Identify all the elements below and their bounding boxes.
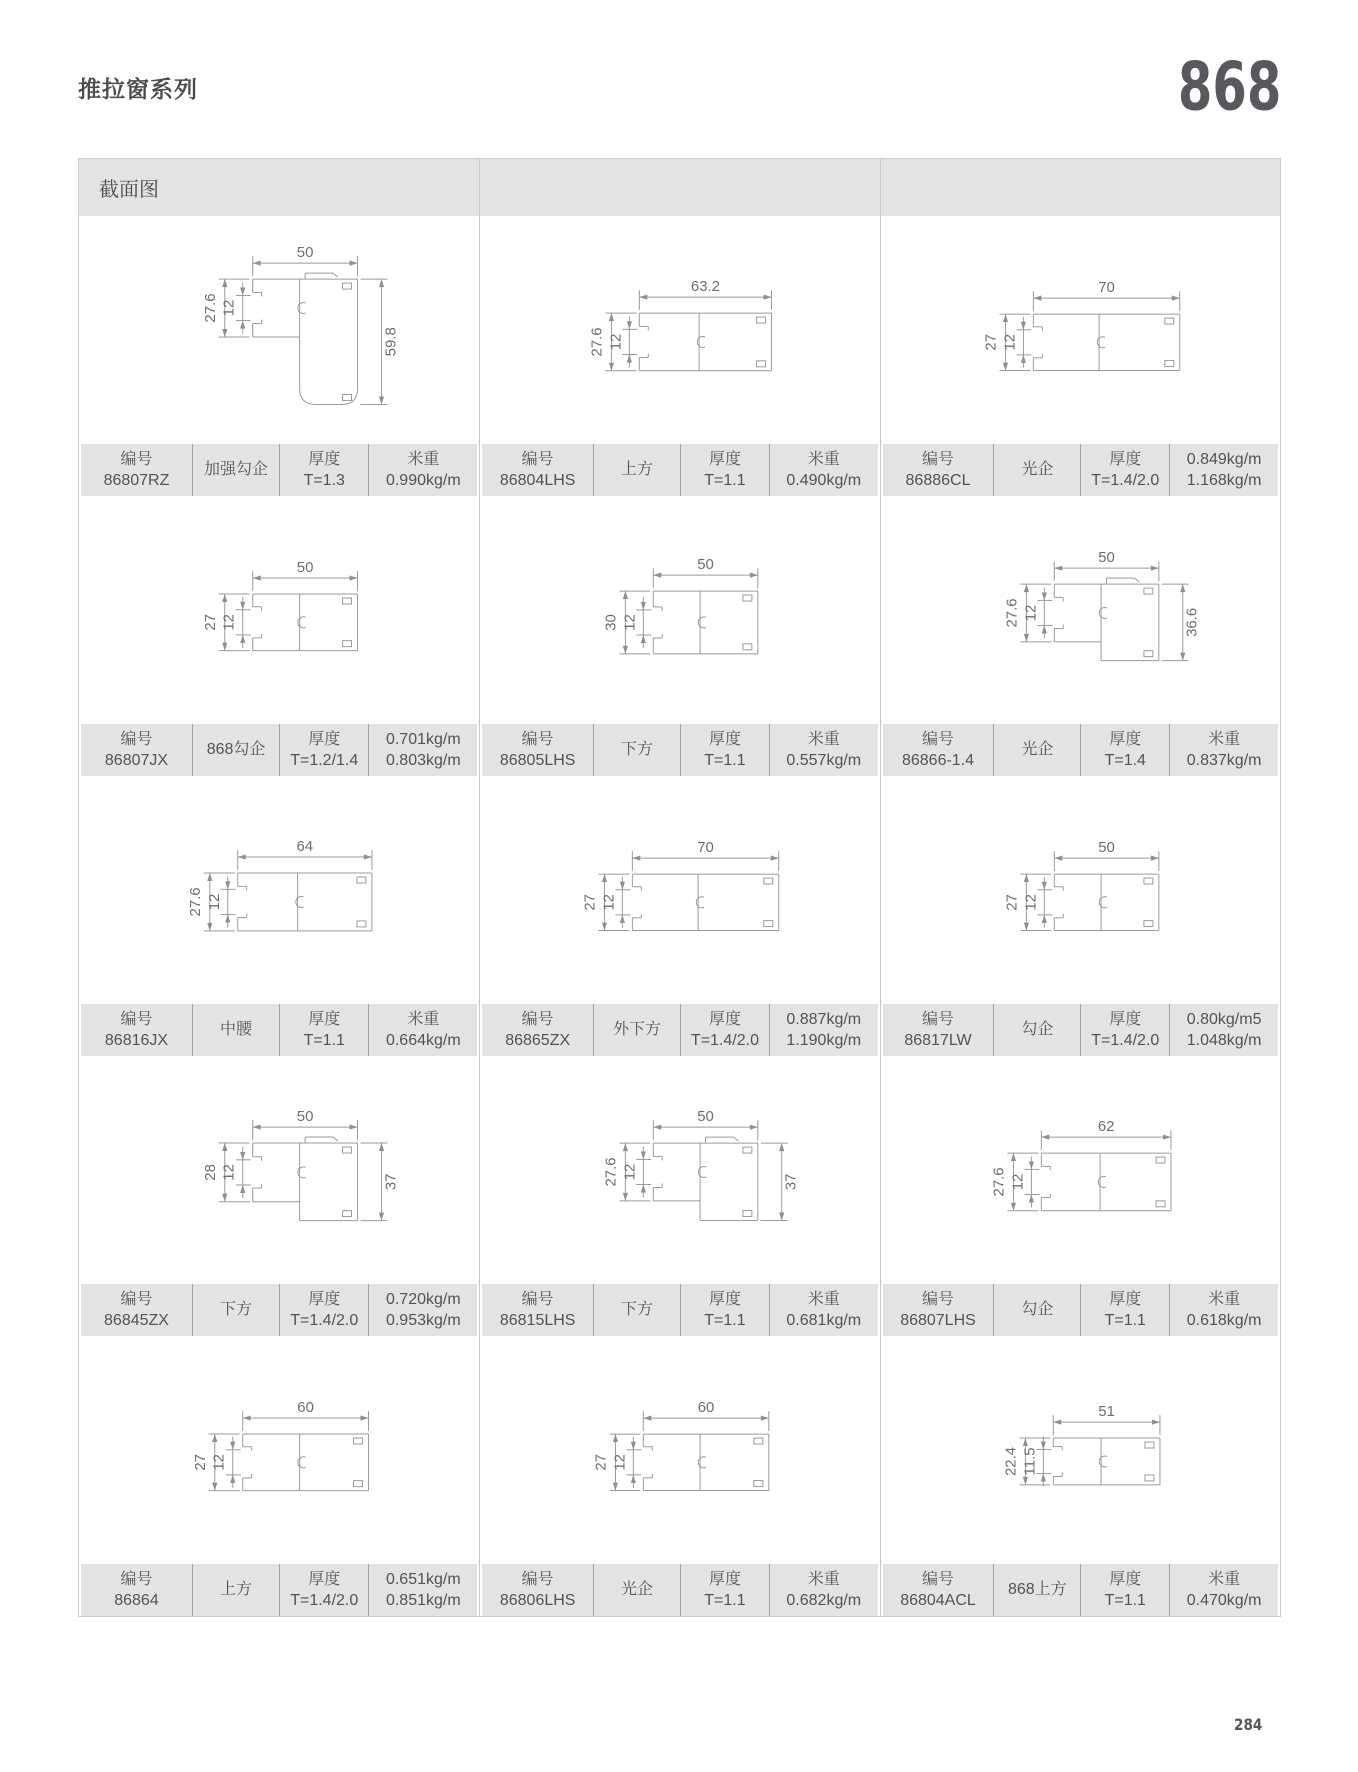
profile-name: 勾企 [1021, 1021, 1054, 1039]
svg-text:27.6: 27.6 [602, 1157, 620, 1187]
id-label: 编号 [921, 730, 954, 748]
profile-id: 86804LHS [499, 472, 576, 489]
info-id-cell [482, 1564, 593, 1616]
info-name-cell [192, 724, 279, 776]
svg-text:12: 12 [607, 333, 625, 351]
cross-section-svg [79, 776, 479, 1004]
cross-section-svg [480, 216, 879, 444]
profile-cell [480, 216, 879, 496]
svg-text:63.2: 63.2 [691, 278, 721, 296]
profile-info-bar [81, 1564, 477, 1616]
section-header-spacer-1 [480, 159, 879, 216]
profile-cell [79, 1336, 479, 1616]
svg-text:36.6: 36.6 [1183, 607, 1201, 637]
profile-cell [79, 496, 479, 776]
weight-value: 0.682kg/m [786, 1592, 862, 1609]
profile-id: 86886CL [905, 472, 971, 489]
profile-name: 外下方 [612, 1021, 661, 1039]
id-label: 编号 [120, 730, 153, 748]
profile-drawing [79, 1056, 479, 1284]
profile-id: 86807JX [104, 752, 169, 769]
cross-section-svg [480, 776, 879, 1004]
info-weight-cell [769, 444, 878, 496]
profile-drawing [480, 496, 879, 724]
svg-text:27.6: 27.6 [1003, 598, 1021, 628]
profile-name: 上方 [220, 1581, 253, 1599]
svg-text:59.8: 59.8 [382, 327, 400, 357]
svg-text:27.6: 27.6 [588, 327, 606, 357]
svg-text:12: 12 [611, 1453, 629, 1471]
weight-value: 1.190kg/m [786, 1032, 862, 1049]
profile-name: 光企 [1021, 741, 1054, 759]
profile-name: 下方 [620, 1301, 653, 1319]
profile-name: 上方 [620, 461, 653, 479]
profile-drawing [480, 1056, 879, 1284]
profile-name: 光企 [1021, 461, 1054, 479]
weight-value: 1.048kg/m [1186, 1032, 1262, 1049]
svg-text:37: 37 [382, 1173, 400, 1191]
id-label: 编号 [521, 1570, 554, 1588]
id-label: 编号 [521, 450, 554, 468]
svg-text:12: 12 [220, 614, 238, 631]
info-thickness-cell [1080, 1004, 1169, 1056]
info-weight-cell [368, 444, 477, 496]
svg-text:51: 51 [1097, 1403, 1115, 1421]
cross-section-svg [79, 496, 479, 724]
cross-section-svg [881, 776, 1280, 1004]
svg-text:27: 27 [592, 1453, 610, 1471]
info-id-cell [81, 444, 192, 496]
weight-label: 米重 [1208, 730, 1241, 748]
svg-text:27.6: 27.6 [990, 1167, 1008, 1197]
thickness-label: 厚度 [308, 450, 341, 468]
info-thickness-cell [1080, 724, 1169, 776]
info-name-cell [593, 1564, 680, 1616]
thickness-label: 厚度 [1109, 730, 1142, 748]
thickness-label: 厚度 [708, 1570, 741, 1588]
profile-info-bar [883, 444, 1278, 496]
svg-text:70: 70 [1097, 279, 1115, 297]
svg-text:27: 27 [581, 893, 599, 911]
svg-text:27: 27 [1003, 893, 1021, 911]
profile-spec-table [78, 158, 1281, 1617]
svg-text:12: 12 [210, 1454, 228, 1471]
info-weight-cell [1169, 1004, 1278, 1056]
cross-section-svg [881, 496, 1280, 724]
info-thickness-cell [1080, 1564, 1169, 1616]
info-weight-cell [769, 1284, 878, 1336]
info-weight-cell [769, 724, 878, 776]
info-name-cell [192, 1004, 279, 1056]
svg-text:12: 12 [205, 893, 223, 911]
weight-value: 0.837kg/m [1186, 752, 1262, 769]
svg-text:50: 50 [697, 556, 715, 574]
info-id-cell [81, 724, 192, 776]
thickness-value: T=1.4/2.0 [290, 1312, 359, 1329]
profile-drawing [881, 776, 1280, 1004]
info-name-cell [993, 1564, 1080, 1616]
profile-id: 86817LW [904, 1032, 972, 1049]
weight-label: 米重 [407, 450, 440, 468]
svg-text:12: 12 [600, 893, 618, 911]
profile-cell [480, 1056, 879, 1336]
info-id-cell [482, 1004, 593, 1056]
cross-section-svg [881, 1056, 1280, 1284]
info-weight-cell [368, 1284, 477, 1336]
profile-name: 868勾企 [206, 741, 266, 759]
profile-info-bar [883, 1004, 1278, 1056]
thickness-value: T=1.1 [303, 1032, 345, 1049]
profile-drawing [881, 1336, 1280, 1564]
weight-value: 0.80kg/m5 [1186, 1010, 1262, 1028]
info-weight-cell [1169, 1284, 1278, 1336]
profile-drawing [881, 216, 1280, 444]
thickness-label: 厚度 [308, 1290, 341, 1308]
info-name-cell [593, 1284, 680, 1336]
info-weight-cell [368, 1564, 477, 1616]
profile-cell [480, 1336, 879, 1616]
info-thickness-cell [279, 444, 368, 496]
section-header-spacer-2 [881, 159, 1280, 216]
profile-id: 86807RZ [103, 472, 170, 489]
info-id-cell [883, 724, 994, 776]
profile-id: 86806LHS [499, 1592, 576, 1609]
weight-value: 0.803kg/m [385, 752, 461, 769]
profile-cell [79, 216, 479, 496]
info-name-cell [993, 1284, 1080, 1336]
info-name-cell [993, 444, 1080, 496]
profile-info-bar [81, 724, 477, 776]
info-thickness-cell [680, 1564, 769, 1616]
weight-value: 0.651kg/m [385, 1570, 461, 1588]
profile-id: 86865ZX [505, 1032, 571, 1049]
info-weight-cell [769, 1004, 878, 1056]
thickness-value: T=1.4/2.0 [290, 1592, 359, 1609]
info-thickness-cell [279, 1564, 368, 1616]
info-id-cell [482, 1284, 593, 1336]
profile-drawing [79, 776, 479, 1004]
profile-id: 86815LHS [499, 1312, 576, 1329]
svg-text:12: 12 [1009, 1173, 1027, 1191]
profile-info-bar [482, 1284, 877, 1336]
thickness-label: 厚度 [1109, 450, 1142, 468]
svg-text:50: 50 [697, 1108, 715, 1126]
svg-text:50: 50 [296, 559, 314, 577]
weight-value: 0.953kg/m [385, 1312, 461, 1329]
info-name-cell [192, 444, 279, 496]
info-thickness-cell [680, 724, 769, 776]
svg-text:30: 30 [602, 614, 620, 631]
weight-label: 米重 [407, 1010, 440, 1028]
info-thickness-cell [279, 1284, 368, 1336]
thickness-label: 厚度 [1109, 1570, 1142, 1588]
profile-cell [881, 1056, 1280, 1336]
svg-text:12: 12 [220, 299, 238, 317]
id-label: 编号 [521, 1290, 554, 1308]
info-weight-cell [368, 1004, 477, 1056]
svg-text:27: 27 [191, 1454, 209, 1471]
info-id-cell [883, 1004, 994, 1056]
weight-value: 0.490kg/m [786, 472, 862, 489]
thickness-label: 厚度 [708, 730, 741, 748]
info-name-cell [993, 1004, 1080, 1056]
profile-info-bar [883, 724, 1278, 776]
info-weight-cell [368, 724, 477, 776]
svg-text:27: 27 [201, 614, 219, 631]
profile-info-bar [81, 444, 477, 496]
id-label: 编号 [521, 730, 554, 748]
cross-section-svg [79, 216, 479, 444]
cross-section-svg [881, 216, 1280, 444]
svg-text:12: 12 [1022, 893, 1040, 911]
svg-text:12: 12 [1001, 333, 1019, 351]
section-header: 截面图 [79, 159, 479, 216]
svg-text:60: 60 [297, 1399, 314, 1417]
profile-id: 86845ZX [104, 1312, 169, 1329]
id-label: 编号 [120, 1010, 153, 1028]
thickness-label: 厚度 [708, 1010, 741, 1028]
thickness-value: T=1.4/2.0 [690, 1032, 759, 1049]
thickness-value: T=1.1 [704, 1312, 746, 1329]
thickness-label: 厚度 [1109, 1290, 1142, 1308]
svg-text:12: 12 [220, 1164, 238, 1181]
info-name-cell [593, 724, 680, 776]
profile-drawing [79, 216, 479, 444]
weight-value: 0.887kg/m [786, 1010, 862, 1028]
weight-value: 0.701kg/m [385, 730, 461, 748]
profile-name: 下方 [220, 1301, 253, 1319]
weight-label: 米重 [807, 1290, 840, 1308]
thickness-label: 厚度 [708, 1290, 741, 1308]
info-thickness-cell [279, 724, 368, 776]
profile-info-bar [883, 1284, 1278, 1336]
thickness-value: T=1.3 [303, 472, 345, 489]
thickness-value: T=1.4 [1104, 752, 1146, 769]
profile-name: 中腰 [220, 1021, 253, 1039]
thickness-value: T=1.4/2.0 [1091, 472, 1160, 489]
info-name-cell [993, 724, 1080, 776]
weight-label: 米重 [1208, 1570, 1241, 1588]
svg-text:22.4: 22.4 [1002, 1446, 1020, 1476]
info-name-cell [593, 1004, 680, 1056]
profile-cell [881, 776, 1280, 1056]
series-number: 868 [1177, 47, 1281, 126]
svg-text:64: 64 [296, 838, 314, 856]
page-number: 284 [1233, 1715, 1262, 1734]
svg-text:62: 62 [1097, 1118, 1115, 1136]
profile-name: 868上方 [1007, 1581, 1067, 1599]
thickness-value: T=1.1 [704, 1592, 746, 1609]
info-id-cell [81, 1004, 192, 1056]
profile-drawing [881, 496, 1280, 724]
info-weight-cell [1169, 444, 1278, 496]
profile-name: 下方 [620, 741, 653, 759]
title-bar [78, 47, 1281, 126]
profile-drawing [79, 496, 479, 724]
svg-text:12: 12 [621, 1163, 639, 1181]
cross-section-svg [480, 496, 879, 724]
weight-value: 0.664kg/m [385, 1032, 461, 1049]
profile-id: 86864 [114, 1592, 159, 1609]
table-column-2 [479, 159, 879, 1616]
thickness-label: 厚度 [708, 450, 741, 468]
info-thickness-cell [1080, 1284, 1169, 1336]
profile-drawing [480, 216, 879, 444]
weight-value: 0.851kg/m [385, 1592, 461, 1609]
page-content [78, 0, 1281, 1617]
cross-section-svg [881, 1336, 1280, 1564]
id-label: 编号 [921, 1570, 954, 1588]
id-label: 编号 [120, 1290, 153, 1308]
info-thickness-cell [680, 1284, 769, 1336]
info-name-cell [192, 1564, 279, 1616]
svg-text:50: 50 [296, 1108, 314, 1126]
profile-info-bar [482, 1564, 877, 1616]
info-id-cell [883, 444, 994, 496]
svg-text:27.6: 27.6 [201, 293, 219, 323]
info-weight-cell [1169, 1564, 1278, 1616]
svg-text:27: 27 [982, 333, 1000, 351]
id-label: 编号 [921, 1010, 954, 1028]
info-id-cell [482, 444, 593, 496]
profile-info-bar [482, 1004, 877, 1056]
svg-text:50: 50 [296, 244, 314, 262]
cross-section-svg [79, 1056, 479, 1284]
profile-info-bar [81, 1004, 477, 1056]
info-thickness-cell [680, 1004, 769, 1056]
table-column-1 [79, 159, 479, 1616]
info-id-cell [482, 724, 593, 776]
weight-value: 0.720kg/m [385, 1290, 461, 1308]
svg-text:28: 28 [201, 1164, 219, 1181]
info-id-cell [81, 1284, 192, 1336]
thickness-label: 厚度 [308, 730, 341, 748]
thickness-label: 厚度 [1109, 1010, 1142, 1028]
svg-text:50: 50 [1097, 549, 1115, 567]
profile-name: 加强勾企 [204, 461, 269, 479]
page-title: 推拉窗系列 [78, 75, 198, 102]
weight-value: 0.557kg/m [786, 752, 862, 769]
info-weight-cell [1169, 724, 1278, 776]
svg-text:50: 50 [1097, 839, 1115, 857]
thickness-label: 厚度 [308, 1010, 341, 1028]
profile-cell [79, 776, 479, 1056]
svg-text:12: 12 [1022, 604, 1040, 622]
info-id-cell [883, 1284, 994, 1336]
weight-label: 米重 [807, 730, 840, 748]
weight-value: 0.618kg/m [1186, 1312, 1262, 1329]
info-name-cell [593, 444, 680, 496]
profile-cell [480, 776, 879, 1056]
profile-info-bar [482, 444, 877, 496]
thickness-value: T=1.2/1.4 [290, 752, 359, 769]
table-column-3 [880, 159, 1280, 1616]
cross-section-svg [480, 1336, 879, 1564]
weight-value: 1.168kg/m [1186, 472, 1262, 489]
profile-id: 86807LHS [900, 1312, 976, 1329]
weight-value: 0.990kg/m [385, 472, 461, 489]
thickness-value: T=1.1 [704, 752, 746, 769]
info-thickness-cell [279, 1004, 368, 1056]
profile-info-bar [482, 724, 877, 776]
profile-id: 86805LHS [499, 752, 576, 769]
svg-text:27.6: 27.6 [186, 887, 204, 917]
profile-cell [881, 1336, 1280, 1616]
profile-cell [881, 216, 1280, 496]
profile-cell [881, 496, 1280, 776]
thickness-value: T=1.1 [704, 472, 746, 489]
svg-text:12: 12 [621, 614, 639, 631]
profile-name: 勾企 [1021, 1301, 1054, 1319]
info-id-cell [883, 1564, 994, 1616]
id-label: 编号 [921, 1290, 954, 1308]
thickness-value: T=1.1 [1104, 1592, 1146, 1609]
info-thickness-cell [680, 444, 769, 496]
svg-text:70: 70 [697, 839, 715, 857]
info-name-cell [192, 1284, 279, 1336]
profile-drawing [480, 1336, 879, 1564]
profile-id: 86866-1.4 [901, 752, 975, 769]
thickness-value: T=1.1 [1104, 1312, 1146, 1329]
profile-id: 86804ACL [900, 1592, 976, 1609]
weight-label: 米重 [807, 450, 840, 468]
profile-drawing [881, 1056, 1280, 1284]
weight-value: 0.470kg/m [1186, 1592, 1262, 1609]
cross-section-svg [480, 1056, 879, 1284]
profile-drawing [79, 1336, 479, 1564]
cross-section-svg [79, 1336, 479, 1564]
profile-info-bar [883, 1564, 1278, 1616]
info-thickness-cell [1080, 444, 1169, 496]
profile-info-bar [81, 1284, 477, 1336]
profile-id: 86816JX [104, 1032, 169, 1049]
svg-text:60: 60 [698, 1399, 715, 1417]
profile-cell [480, 496, 879, 776]
info-weight-cell [769, 1564, 878, 1616]
profile-drawing [480, 776, 879, 1004]
id-label: 编号 [120, 450, 153, 468]
profile-cell [79, 1056, 479, 1336]
thickness-value: T=1.4/2.0 [1091, 1032, 1160, 1049]
info-id-cell [81, 1564, 192, 1616]
weight-value: 0.849kg/m [1186, 450, 1262, 468]
weight-label: 米重 [807, 1570, 840, 1588]
svg-text:37: 37 [783, 1173, 801, 1191]
weight-label: 米重 [1208, 1290, 1241, 1308]
id-label: 编号 [521, 1010, 554, 1028]
id-label: 编号 [921, 450, 954, 468]
weight-value: 0.681kg/m [786, 1312, 862, 1329]
id-label: 编号 [120, 1570, 153, 1588]
profile-name: 光企 [620, 1581, 653, 1599]
thickness-label: 厚度 [308, 1570, 341, 1588]
svg-text:11.5: 11.5 [1021, 1447, 1039, 1476]
